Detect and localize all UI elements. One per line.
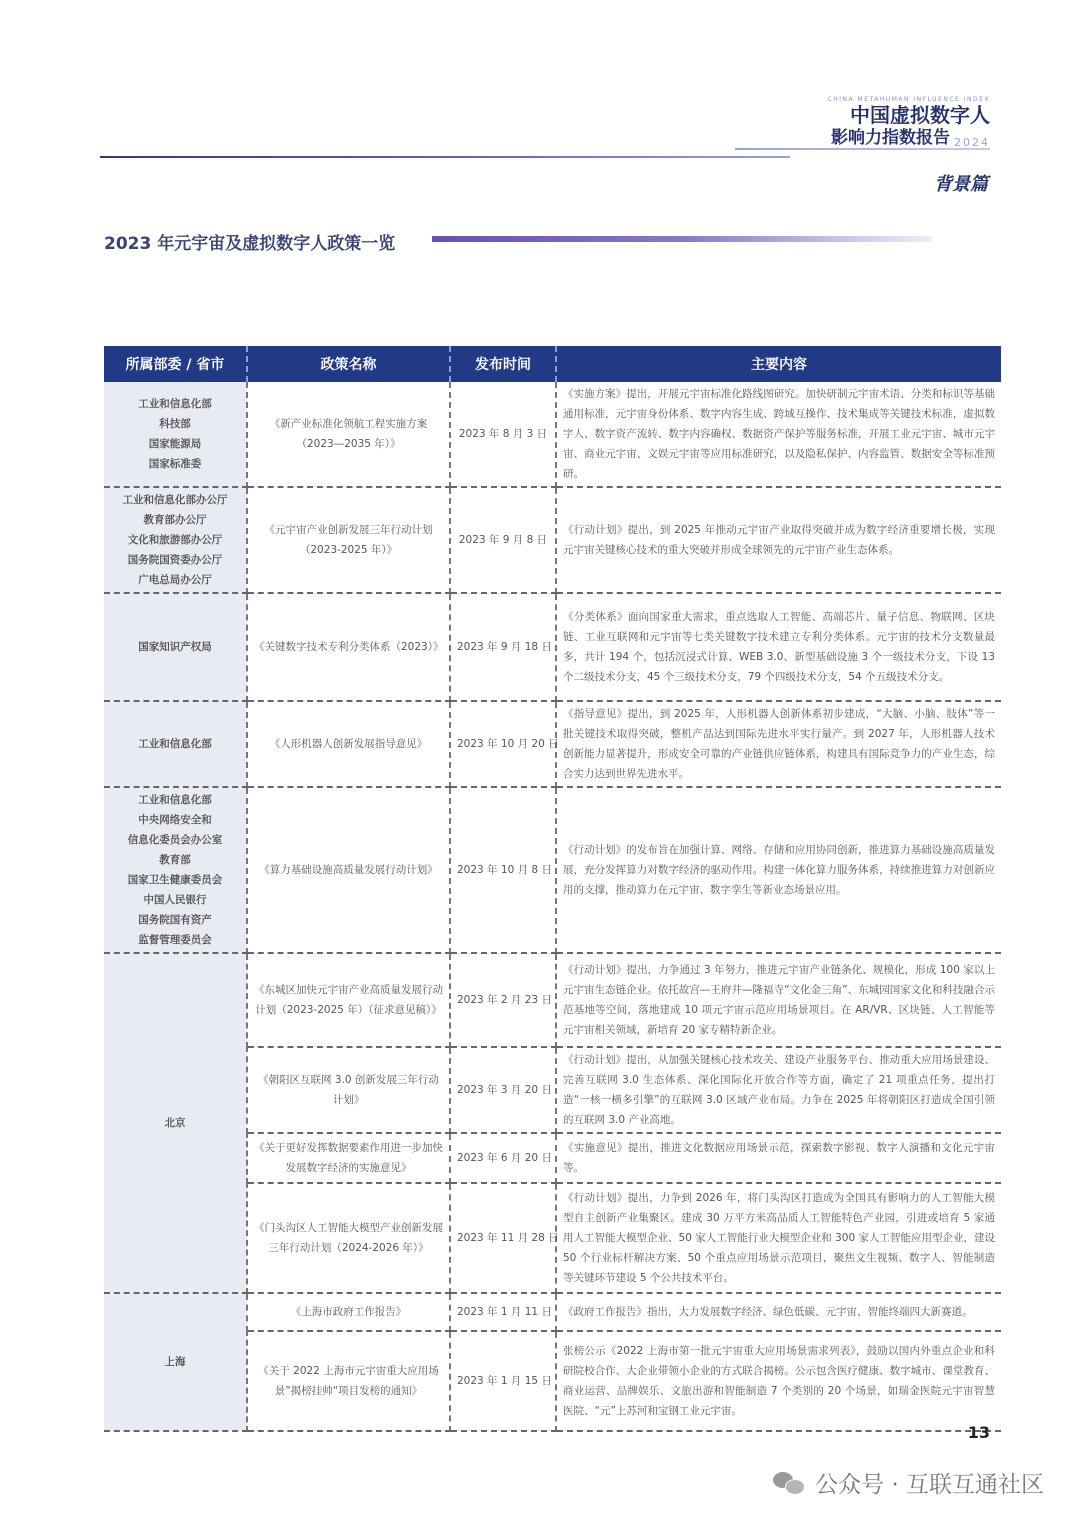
publish-date: 2023 年 8 月 3 日 xyxy=(450,382,556,487)
policy-table xyxy=(104,346,1001,1432)
dept-name: 中央网络安全和 xyxy=(138,814,212,826)
dept-cell: 工业和信息化部 xyxy=(104,701,247,787)
policy-content: 《分类体系》面向国家重大需求，重点选取人工智能、高端芯片、量子信息、物联网、区块链、工业互联网和元宇宙等七类关键数字技术建立专利分类体系。元宇宙的技术分支数量最多，共计 194 个，包括沉浸式计算、WEB 3.0、新型基础设施 3 个一级技术分支，下设 13 个二级技术分支，45 个三级技术分支，79 个四级技术分支，54 个五级技术分支。 xyxy=(556,593,1001,701)
policy-content: 《行动计划》提出，到 2025 年推动元宇宙产业取得突破并成为数字经济重要增长极，实现元宇宙关键核心技术的重大突破并形成全球领先的元宇宙产业生态体系。 xyxy=(556,487,1001,593)
dept-cell: 国家知识产权局 xyxy=(104,593,247,701)
page-title: 2023 年元宇宙及虚拟数字人政策一览 xyxy=(104,234,396,254)
policy-name: 《东城区加快元宇宙产业高质量发展行动计划（2023-2025 年）（征求意见稿）》 xyxy=(247,953,450,1047)
brand-title-line1: 中国虚拟数字人 xyxy=(850,103,990,127)
publish-date: 2023 年 11 月 28 日 xyxy=(450,1183,556,1293)
dept-cell: 北京 xyxy=(104,953,247,1293)
policy-content: 《行动计划》的发布旨在加强计算、网络、存储和应用协同创新，推进算力基础设施高质量发展，充分发挥算力对数字经济的驱动作用。构建一体化算力服务体系，持续推进算力对创新应用的支撑，推动算力在元宇宙、数字孪生等新业态场景应用。 xyxy=(556,787,1001,953)
policy-name: 《门头沟区人工智能大模型产业创新发展三年行动计划（2024-2026 年）》 xyxy=(247,1183,450,1293)
policy-name: 《算力基础设施高质量发展行动计划》 xyxy=(247,787,450,953)
footer-text: 公众号 · 互联互通社区 xyxy=(815,1472,1044,1498)
publish-date: 2023 年 6 月 20 日 xyxy=(450,1133,556,1183)
dept-name: 工业和信息化部 xyxy=(138,794,212,806)
policy-name: 《新产业标准化领航工程实施方案（2023—2035 年）》 xyxy=(247,382,450,487)
dept-name: 教育部 xyxy=(159,854,191,866)
table-row xyxy=(104,593,1001,701)
brand-title-line2: 影响力指数报告 xyxy=(831,128,950,148)
dept-cell: 上海 xyxy=(104,1293,247,1431)
dept-name: 国务院国资委办公厅 xyxy=(127,554,223,566)
dept-name: 信息化委员会办公室 xyxy=(127,834,223,846)
dept-name: 文化和旅游部办公厅 xyxy=(127,534,223,546)
header-rule xyxy=(100,156,790,158)
policy-content: 《行动计划》提出，从加强关键核心技术攻关、建设产业服务平台、推动重大应用场景建设、完善互联网 3.0 生态体系、深化国际化开放合作等方面，确定了 21 项重点任务，提出打造“一核一横多引擎”的互联网 3.0 区域产业布局。力争在 2025 年将朝阳区打造成全国引领的互联网 3.0 产业高地。 xyxy=(556,1047,1001,1133)
header-date: 发布时间 xyxy=(450,346,556,382)
table-header-row xyxy=(104,346,1001,382)
publish-date: 2023 年 1 月 15 日 xyxy=(450,1331,556,1431)
publish-date: 2023 年 9 月 8 日 xyxy=(450,487,556,593)
publish-date: 2023 年 9 月 18 日 xyxy=(450,593,556,701)
dept-name: 中国人民银行 xyxy=(143,894,207,906)
dept-name: 国家能源局 xyxy=(148,438,202,450)
publish-date: 2023 年 2 月 23 日 xyxy=(450,953,556,1047)
section-tag: 背景篇 xyxy=(934,174,988,195)
policy-name: 《元宇宙产业创新发展三年行动计划（2023-2025 年）》 xyxy=(247,487,450,593)
header-dept: 所属部委 / 省市 xyxy=(104,346,247,382)
table-row xyxy=(104,1293,1001,1331)
brand-english-title: CHINA METAHUMAN INFLUENCE INDEX xyxy=(827,96,990,103)
policy-content: 《政府工作报告》指出，大力发展数字经济、绿色低碳、元宇宙、智能终端四大新赛道。 xyxy=(556,1293,1001,1331)
dept-name: 国务院国有资产 xyxy=(138,914,212,926)
policy-content: 《实施意见》提出，推进文化数据应用场景示范，探索数字影视、数字人演播和文化元宇宙等。 xyxy=(556,1133,1001,1183)
page-number: 13 xyxy=(967,1423,990,1442)
brand-year: 2024 xyxy=(954,136,990,149)
publish-date: 2023 年 1 月 11 日 xyxy=(450,1293,556,1331)
dept-cell xyxy=(104,787,247,953)
policy-name: 《朝阳区互联网 3.0 创新发展三年行动计划》 xyxy=(247,1047,450,1133)
policy-name: 《人形机器人创新发展指导意见》 xyxy=(247,701,450,787)
publish-date: 2023 年 3 月 20 日 xyxy=(450,1047,556,1133)
dept-cell xyxy=(104,382,247,487)
report-brand xyxy=(828,96,990,149)
publish-date: 2023 年 10 月 20 日 xyxy=(450,701,556,787)
dept-name: 教育部办公厅 xyxy=(143,514,207,526)
header-policy-name: 政策名称 xyxy=(247,346,450,382)
footer-watermark xyxy=(773,1466,1044,1499)
policy-name: 《关键数字技术专利分类体系（2023）》 xyxy=(247,593,450,701)
table-row xyxy=(104,487,1001,593)
policy-content: 《行动计划》提出，力争通过 3 年努力，推进元宇宙产业链条化、规模化，形成 100 家以上元宇宙生态链企业。依托故宫—王府井—隆福寺“文化金三角”、东城园国家文化和科技融合示范基地等空间，落地建成 10 项元宇宙示范应用场景项目。在 AR/VR、区块链、人工智能等元宇宙相关领域，新培育 20 家专精特新企业。 xyxy=(556,953,1001,1047)
dept-cell xyxy=(104,487,247,593)
table-row xyxy=(104,953,1001,1047)
dept-name: 工业和信息化部 xyxy=(138,398,212,410)
table-row xyxy=(104,382,1001,487)
title-decor-bar xyxy=(432,236,932,242)
dept-name: 监督管理委员会 xyxy=(138,934,212,946)
table-row xyxy=(104,787,1001,953)
dept-name: 国家卫生健康委员会 xyxy=(127,874,223,886)
policy-name: 《关于更好发挥数据要素作用进一步加快发展数字经济的实施意见》 xyxy=(247,1133,450,1183)
policy-content: 《实施方案》提出，开展元宇宙标准化路线图研究。加快研制元宇宙术语、分类和标识等基础通用标准，元宇宙身份体系、数字内容生成、跨域互操作、技术集成等关键技术标准，虚拟数字人、数字资产流转、数字内容确权、数据资产保护等服务标准，开展工业元宇宙、城市元宇宙、商业元宇宙、文娱元宇宙等应用标准研究，以及隐私保护、内容监管、数据安全等标准预研。 xyxy=(556,382,1001,487)
policy-content: 《指导意见》提出，到 2025 年，人形机器人创新体系初步建成，“大脑、小脑、肢体”等一批关键技术取得突破，整机产品达到国际先进水平实行量产。到 2027 年，人形机器人技术创新能力显著提升，形成安全可靠的产业链供应链体系，构建具有国际竞争力的产业生态，综合实力达到世界先进水平。 xyxy=(556,701,1001,787)
publish-date: 2023 年 10 月 8 日 xyxy=(450,787,556,953)
policy-name: 《关于 2022 上海市元宇宙重大应用场景”揭榜挂帅“项目发榜的通知》 xyxy=(247,1331,450,1431)
table-row xyxy=(104,701,1001,787)
header-content: 主要内容 xyxy=(556,346,1001,382)
dept-name: 工业和信息化部办公厅 xyxy=(122,494,228,506)
policy-name: 《上海市政府工作报告》 xyxy=(247,1293,450,1331)
dept-name: 国家标准委 xyxy=(148,458,202,470)
dept-name: 广电总局办公厅 xyxy=(138,574,212,586)
wechat-icon xyxy=(773,1470,805,1496)
policy-content: 张榜公示《2022 上海市第一批元宇宙重大应用场景需求列表》，鼓励以国内外重点企业和科研院校合作、大企业带领小企业的方式联合揭榜。公示包含医疗健康、数字城市、课堂教育、商业运营、品牌娱乐、文旅出游和智能制造 7 个类别的 20 个场景，如瑞金医院元宇宙智慧医院、“元”上苏河和宝钢工业元宇宙。 xyxy=(556,1331,1001,1431)
policy-content: 《行动计划》提出，力争到 2026 年，将门头沟区打造成为全国具有影响力的人工智能大模型自主创新产业集聚区。建成 30 万平方米高品质人工智能特色产业园，引进或培育 5 家通用人工智能大模型企业、50 家人工智能行业大模型企业和 300 家人工智能应用型企业，建设 50 个行业标杆解决方案、50 个重点应用场景示范项目，聚焦文生视频、数字人、智能制造等关键环节建设 5 个公共技术平台。 xyxy=(556,1183,1001,1293)
dept-name: 科技部 xyxy=(159,418,191,430)
